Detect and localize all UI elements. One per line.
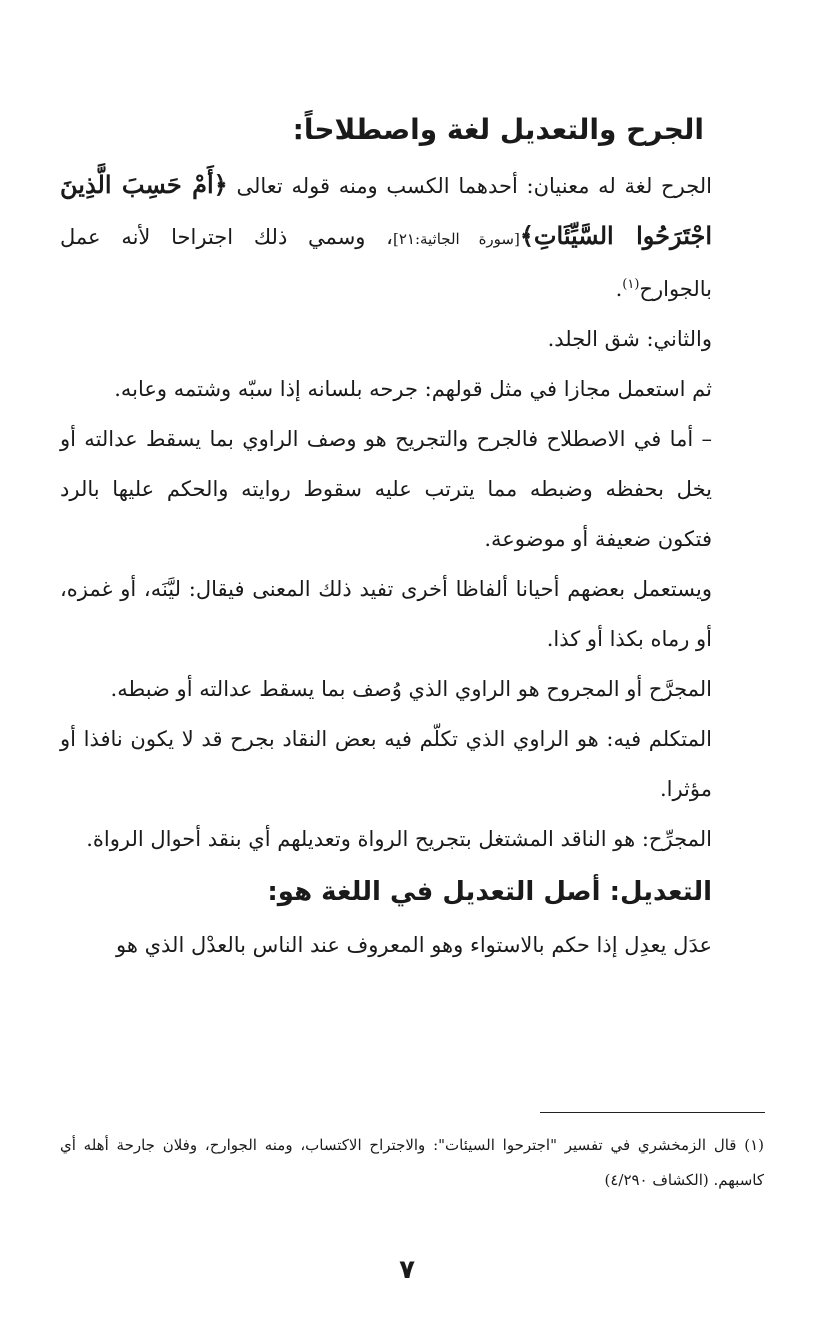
verse-reference: [سورة الجاثية:٢١] [392, 230, 520, 248]
paragraph-5: ويستعمل بعضهم أحيانا ألفاظا أخرى تفيد ذلك المعنى فيقال: ليَّنَه، أو غمزه، أو رماه بكذا أو كذا. [60, 577, 712, 651]
footnote-1: (١) قال الزمخشري في تفسير "اجترحوا السيئات": والاجتراح الاكتساب، ومنه الجوارح، وفلان جارحة أهله أي كاسبهم. (الكشاف ٤/٢٩٠) [60, 1136, 764, 1189]
footnote-divider [540, 1112, 765, 1113]
paragraph-4: – أما في الاصطلاح فالجرح والتجريح هو وصف الراوي بما يسقط عدالته أو يخل بحفظه وضبطه مما يترتب عليه سقوط روايته والحكم عليها بالرد فتكون ضعيفة أو موضوعة. [60, 427, 712, 551]
paragraph-1 [60, 160, 712, 314]
paragraph-2: والثاني: شق الجلد. [547, 327, 712, 351]
paragraph-8: المجرِّح: هو الناقد المشتغل بتجريح الرواة وتعديلهم أي بنقد أحوال الرواة. [86, 827, 712, 851]
paragraph-6: المجرَّح أو المجروح هو الراوي الذي وُصف بما يسقط عدالته أو ضبطه. [110, 677, 712, 701]
paragraph-1-end: . [615, 277, 623, 301]
paragraph-1-lead: الجرح لغة له معنيان: أحدهما الكسب ومنه قوله تعالى [227, 174, 712, 198]
paragraph-3: ثم استعمل مجازا في مثل قولهم: جرحه بلسانه إذا سبّه وشتمه وعابه. [114, 377, 712, 401]
page-body [60, 100, 712, 970]
quran-verse: ﴿أَمْ حَسِبَ الَّذِينَ اجْتَرَحُوا السَّيِّئَاتِ﴾ [60, 170, 713, 250]
section-heading: الجرح والتعديل لغة واصطلاحاً: [292, 113, 704, 146]
page-number: ٧ [399, 1255, 415, 1285]
subsection-heading: التعديل: أصل التعديل في اللغة هو: [267, 877, 712, 907]
footnotes [60, 1128, 764, 1198]
footnote-marker[interactable]: (١) [622, 277, 640, 292]
paragraph-9: عدَل يعدِل إذا حكم بالاستواء وهو المعروف عند الناس بالعدْل الذي هو [115, 933, 712, 957]
paragraph-7: المتكلم فيه: هو الراوي الذي تكلّم فيه بعض النقاد بجرح قد لا يكون نافذا أو مؤثرا. [60, 727, 712, 801]
paragraph-1-tail: ، وسمي ذلك اجتراحا لأنه عمل بالجوارح [60, 225, 712, 301]
